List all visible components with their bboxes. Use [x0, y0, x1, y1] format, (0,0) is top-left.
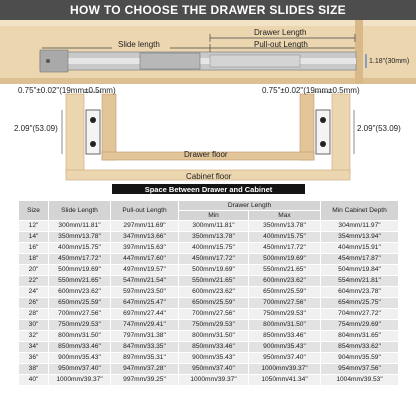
cell-slide-length: 350mm/13.78" — [49, 232, 111, 243]
cell-slide-length: 1000mm/39.37" — [49, 375, 111, 386]
gap-label-right: 0.75"±0.02"(19mm±0.5mm) — [262, 86, 360, 95]
cell-min-cabinet-depth: 504mm/19.84" — [321, 265, 399, 276]
cell-slide-length: 950mm/37.40" — [49, 364, 111, 375]
bracket-screw-hole — [46, 59, 50, 63]
cell-drawer-max: 350mm/13.78" — [249, 221, 321, 232]
cell-slide-length: 750mm/29.53" — [49, 320, 111, 331]
cell-drawer-max: 750mm/29.53" — [249, 309, 321, 320]
cell-pullout-length: 997mm/39.25" — [111, 375, 179, 386]
height-label-left: 2.09"(53.09) — [14, 124, 58, 133]
cell-size: 12" — [19, 221, 49, 232]
cell-slide-length: 300mm/11.81" — [49, 221, 111, 232]
header-slide-length: Slide Length — [49, 201, 111, 221]
cell-slide-length: 450mm/17.72" — [49, 254, 111, 265]
cell-drawer-max: 900mm/35.43" — [249, 342, 321, 353]
cell-size: 22" — [19, 276, 49, 287]
cell-size: 24" — [19, 287, 49, 298]
cell-drawer-max: 550mm/21.65" — [249, 265, 321, 276]
cell-drawer-min: 850mm/33.46" — [179, 342, 249, 353]
cell-drawer-max: 450mm/17.72" — [249, 243, 321, 254]
table-row — [19, 243, 399, 254]
right-slide-profile — [316, 110, 330, 154]
drawer-length-label: Drawer Length — [254, 28, 307, 37]
cell-size: 40" — [19, 375, 49, 386]
cell-slide-length: 850mm/33.46" — [49, 342, 111, 353]
header-drawer-length: Drawer Length — [179, 201, 321, 211]
cell-drawer-min: 650mm/25.59" — [179, 298, 249, 309]
cell-drawer-min: 300mm/11.81" — [179, 221, 249, 232]
table-row — [19, 221, 399, 232]
drawer-floor-label: Drawer floor — [184, 150, 228, 159]
cell-slide-length: 650mm/25.59" — [49, 298, 111, 309]
left-slide-ball-bottom — [90, 141, 96, 147]
cell-drawer-min: 500mm/19.69" — [179, 265, 249, 276]
cell-pullout-length: 797mm/31.38" — [111, 331, 179, 342]
cell-drawer-max: 400mm/15.75" — [249, 232, 321, 243]
drawer-left-side — [102, 94, 116, 160]
cell-min-cabinet-depth: 704mm/27.72" — [321, 309, 399, 320]
left-slide-ball-top — [90, 117, 96, 123]
table-row — [19, 342, 399, 353]
table-body — [19, 221, 399, 386]
table-row — [19, 364, 399, 375]
cell-drawer-max: 1000mm/39.37" — [249, 364, 321, 375]
table-row — [19, 276, 399, 287]
cell-drawer-max: 650mm/25.59" — [249, 287, 321, 298]
header-pullout-length: Pull-out Length — [111, 201, 179, 221]
table-row — [19, 320, 399, 331]
thickness-label: 1.18"(30mm) — [369, 58, 410, 65]
cross-section-diagram — [0, 84, 416, 200]
cabinet-floor-label: Cabinet floor — [186, 172, 232, 181]
header-min: Min — [179, 211, 249, 221]
pullout-length-label: Pull-out Length — [254, 40, 308, 49]
cell-drawer-min: 700mm/27.56" — [179, 309, 249, 320]
cell-pullout-length: 947mm/37.28" — [111, 364, 179, 375]
cell-pullout-length: 747mm/29.41" — [111, 320, 179, 331]
gap-label-left: 0.75"±0.02"(19mm±0.5mm) — [18, 86, 116, 95]
cell-drawer-max: 850mm/33.46" — [249, 331, 321, 342]
cell-slide-length: 550mm/21.65" — [49, 276, 111, 287]
cell-min-cabinet-depth: 604mm/23.78" — [321, 287, 399, 298]
cell-min-cabinet-depth: 954mm/37.56" — [321, 364, 399, 375]
cell-drawer-max: 800mm/31.50" — [249, 320, 321, 331]
cell-drawer-min: 900mm/35.43" — [179, 353, 249, 364]
cell-pullout-length: 497mm/19.57" — [111, 265, 179, 276]
banner-title: HOW TO CHOOSE THE DRAWER SLIDES SIZE — [0, 0, 416, 20]
cell-size: 16" — [19, 243, 49, 254]
cell-pullout-length: 647mm/25.47" — [111, 298, 179, 309]
cell-min-cabinet-depth: 854mm/33.62" — [321, 342, 399, 353]
header-max: Max — [249, 211, 321, 221]
cell-size: 30" — [19, 320, 49, 331]
height-label-right: 2.09"(53.09) — [357, 124, 401, 133]
cell-pullout-length: 597mm/23.50" — [111, 287, 179, 298]
cell-slide-length: 600mm/23.62" — [49, 287, 111, 298]
cell-pullout-length: 447mm/17.60" — [111, 254, 179, 265]
cell-drawer-max: 500mm/19.69" — [249, 254, 321, 265]
table-row — [19, 232, 399, 243]
cell-drawer-max: 1050mm/41.34" — [249, 375, 321, 386]
cell-pullout-length: 697mm/27.44" — [111, 309, 179, 320]
cell-size: 28" — [19, 309, 49, 320]
cell-drawer-min: 350mm/13.78" — [179, 232, 249, 243]
cell-drawer-min: 550mm/21.65" — [179, 276, 249, 287]
cell-drawer-min: 450mm/17.72" — [179, 254, 249, 265]
cell-pullout-length: 547mm/21.54" — [111, 276, 179, 287]
cell-min-cabinet-depth: 904mm/35.59" — [321, 353, 399, 364]
table-row — [19, 298, 399, 309]
cell-min-cabinet-depth: 754mm/29.69" — [321, 320, 399, 331]
left-slide-profile — [86, 110, 100, 154]
right-slide-ball-bottom — [320, 141, 326, 147]
table-row — [19, 375, 399, 386]
cell-size: 38" — [19, 364, 49, 375]
cell-min-cabinet-depth: 454mm/17.87" — [321, 254, 399, 265]
header-size: Size — [19, 201, 49, 221]
slide-length-label: Slide length — [118, 40, 160, 49]
cell-slide-length: 900mm/35.43" — [49, 353, 111, 364]
table-row — [19, 287, 399, 298]
cell-pullout-length: 897mm/35.31" — [111, 353, 179, 364]
cell-slide-length: 700mm/27.56" — [49, 309, 111, 320]
cell-drawer-max: 600mm/23.62" — [249, 276, 321, 287]
cell-pullout-length: 347mm/13.66" — [111, 232, 179, 243]
cell-min-cabinet-depth: 804mm/31.65" — [321, 331, 399, 342]
table-row — [19, 309, 399, 320]
cell-min-cabinet-depth: 304mm/11.97" — [321, 221, 399, 232]
cell-pullout-length: 397mm/15.63" — [111, 243, 179, 254]
cell-drawer-min: 400mm/15.75" — [179, 243, 249, 254]
cell-drawer-max: 700mm/27.56" — [249, 298, 321, 309]
cell-min-cabinet-depth: 404mm/15.91" — [321, 243, 399, 254]
size-table — [18, 200, 399, 386]
slide-front-bracket — [40, 50, 68, 72]
drawer-right-side — [300, 94, 314, 160]
table-row — [19, 331, 399, 342]
slide-diagram — [0, 20, 416, 84]
drawer-panel-highlight — [0, 20, 416, 26]
table-row — [19, 265, 399, 276]
cell-min-cabinet-depth: 654mm/25.75" — [321, 298, 399, 309]
cell-slide-length: 800mm/31.50" — [49, 331, 111, 342]
slide-mid-rail-segment — [210, 55, 300, 67]
cell-drawer-min: 600mm/23.62" — [179, 287, 249, 298]
slide-ball-bearing-block — [140, 53, 200, 69]
cell-size: 18" — [19, 254, 49, 265]
cell-drawer-min: 750mm/29.53" — [179, 320, 249, 331]
cell-size: 36" — [19, 353, 49, 364]
cabinet-left-wall — [66, 94, 84, 174]
cell-size: 20" — [19, 265, 49, 276]
table-row — [19, 254, 399, 265]
cell-drawer-min: 800mm/31.50" — [179, 331, 249, 342]
cell-pullout-length: 847mm/33.35" — [111, 342, 179, 353]
table-row — [19, 353, 399, 364]
cell-pullout-length: 297mm/11.69" — [111, 221, 179, 232]
space-title: Space Between Drawer and Cabinet — [112, 184, 305, 194]
right-slide-ball-top — [320, 117, 326, 123]
cell-size: 34" — [19, 342, 49, 353]
cell-size: 32" — [19, 331, 49, 342]
cell-drawer-max: 950mm/37.40" — [249, 353, 321, 364]
cell-drawer-min: 1000mm/39.37" — [179, 375, 249, 386]
cabinet-right-wall — [332, 94, 350, 174]
cell-min-cabinet-depth: 554mm/21.81" — [321, 276, 399, 287]
cell-min-cabinet-depth: 1004mm/39.53" — [321, 375, 399, 386]
cell-drawer-min: 950mm/37.40" — [179, 364, 249, 375]
cell-size: 14" — [19, 232, 49, 243]
cell-slide-length: 500mm/19.69" — [49, 265, 111, 276]
cell-min-cabinet-depth: 354mm/13.94" — [321, 232, 399, 243]
cell-size: 26" — [19, 298, 49, 309]
header-min-cabinet-depth: Min Cabinet Depth — [321, 201, 399, 221]
cell-slide-length: 400mm/15.75" — [49, 243, 111, 254]
